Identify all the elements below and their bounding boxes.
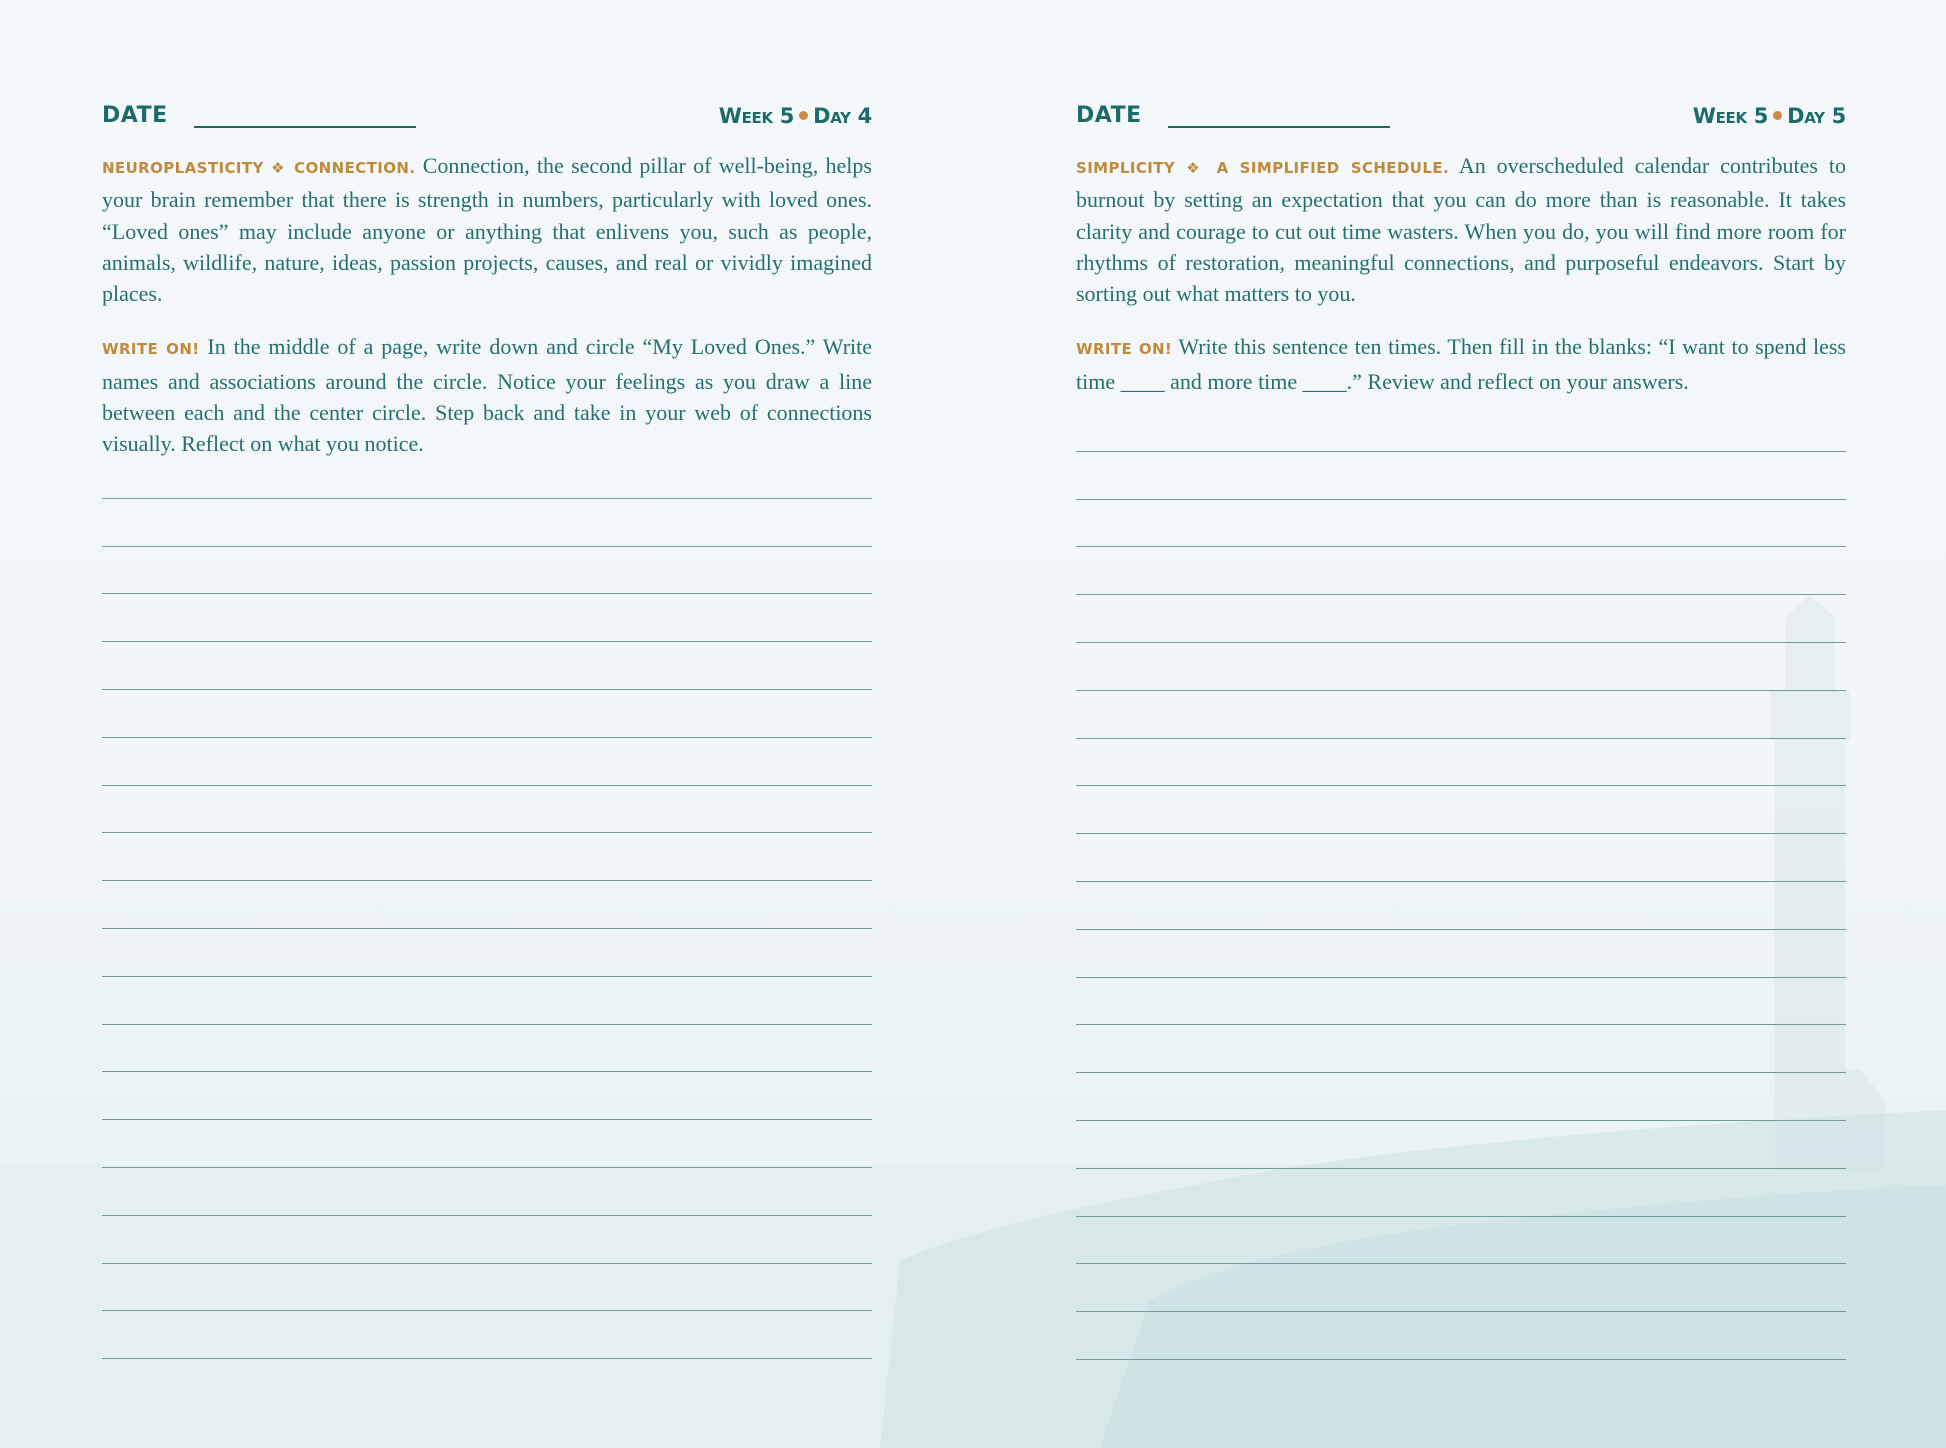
writing-line[interactable] — [1076, 404, 1846, 452]
day-label: Day 4 — [813, 104, 872, 128]
writing-line[interactable] — [1076, 786, 1846, 834]
writing-line[interactable] — [102, 547, 872, 595]
writing-line[interactable] — [102, 594, 872, 642]
section-paragraph — [1076, 150, 1846, 309]
writing-line[interactable] — [1076, 500, 1846, 548]
prompt-paragraph — [102, 331, 872, 459]
section-text: An overscheduled calendar contributes to burnout by setting an expectation that you can do more than is reasonable. It takes clarity and courage to cut out time wasters. When you do, you will find more room for rhythms of restoration, meaningful connections, and purposeful endeavors. Start by sorting out what matters to you. — [1076, 153, 1846, 307]
left-journal-page — [102, 96, 872, 482]
date-field — [102, 103, 416, 128]
writing-line[interactable] — [1076, 643, 1846, 691]
writing-line[interactable] — [102, 1025, 872, 1073]
writing-line[interactable] — [1076, 1217, 1846, 1265]
writing-line[interactable] — [1076, 452, 1846, 500]
writing-line[interactable] — [102, 1216, 872, 1264]
writing-line[interactable] — [102, 1264, 872, 1312]
writing-line[interactable] — [102, 738, 872, 786]
writing-line[interactable] — [1076, 1073, 1846, 1121]
week-day-label — [719, 104, 872, 128]
page-header — [1076, 96, 1846, 128]
day-label: Day 5 — [1787, 104, 1846, 128]
writing-lines[interactable] — [102, 451, 872, 1359]
date-blank-line[interactable] — [194, 106, 416, 128]
prompt-text: In the middle of a page, write down and circle “My Loved Ones.” Write names and associations around the circle. Notice your feelings as you draw a line between each and the center circle. Step back and take in your web of connections visually. Reflect on what you notice. — [102, 334, 873, 457]
bullet-dot-icon — [1773, 111, 1782, 120]
writing-line[interactable] — [1076, 547, 1846, 595]
prompt-text: Write this sentence ten times. Then fill in the blanks: “I want to spend less time ____ and more time ____.” Review and reflect on your answers. — [1076, 334, 1846, 394]
writing-line[interactable] — [102, 1072, 872, 1120]
writing-line[interactable] — [102, 690, 872, 738]
writing-line[interactable] — [1076, 1121, 1846, 1169]
section-lead: NEUROPLASTICITY ❖ CONNECTION. — [102, 159, 416, 177]
writing-line[interactable] — [1076, 834, 1846, 882]
writing-line[interactable] — [102, 929, 872, 977]
writing-line[interactable] — [102, 1311, 872, 1359]
week-label: Week 5 — [718, 104, 795, 128]
writing-line[interactable] — [1076, 1025, 1846, 1073]
week-label: Week 5 — [1692, 104, 1769, 128]
writing-line[interactable] — [1076, 691, 1846, 739]
week-day-label — [1693, 104, 1846, 128]
bullet-dot-icon — [799, 111, 808, 120]
section-text: Connection, the second pillar of well-being, helps your brain remember that there is strength in numbers, particularly with loved ones. “Loved ones” may include anyone or anything that enlivens you, such as people, animals, wildlife, nature, ideas, passion projects, causes, and real or vividly imagined places. — [102, 153, 872, 307]
writing-line[interactable] — [1076, 739, 1846, 787]
date-field — [1076, 103, 1390, 128]
page-header — [102, 96, 872, 128]
writing-lines[interactable] — [1076, 404, 1846, 1360]
writing-line[interactable] — [1076, 1169, 1846, 1217]
date-label: DATE — [1076, 103, 1142, 128]
prompt-paragraph — [1076, 331, 1846, 397]
writing-line[interactable] — [102, 1168, 872, 1216]
writing-line[interactable] — [1076, 1264, 1846, 1312]
writing-line[interactable] — [102, 499, 872, 547]
prompt-lead: WRITE ON! — [1076, 340, 1173, 359]
section-lead: SIMPLICITY ❖ A SIMPLIFIED SCHEDULE. — [1076, 159, 1450, 177]
date-blank-line[interactable] — [1168, 106, 1390, 128]
writing-line[interactable] — [102, 881, 872, 929]
writing-line[interactable] — [1076, 1312, 1846, 1360]
prompt-lead: WRITE ON! — [102, 340, 200, 359]
writing-line[interactable] — [1076, 882, 1846, 930]
writing-line[interactable] — [102, 977, 872, 1025]
right-journal-page — [1076, 96, 1846, 419]
writing-line[interactable] — [1076, 595, 1846, 643]
writing-line[interactable] — [102, 833, 872, 881]
writing-line[interactable] — [102, 786, 872, 834]
date-label: DATE — [102, 103, 168, 128]
section-paragraph — [102, 150, 872, 309]
writing-line[interactable] — [1076, 978, 1846, 1026]
writing-line[interactable] — [102, 451, 872, 499]
writing-line[interactable] — [102, 1120, 872, 1168]
writing-line[interactable] — [102, 642, 872, 690]
writing-line[interactable] — [1076, 930, 1846, 978]
